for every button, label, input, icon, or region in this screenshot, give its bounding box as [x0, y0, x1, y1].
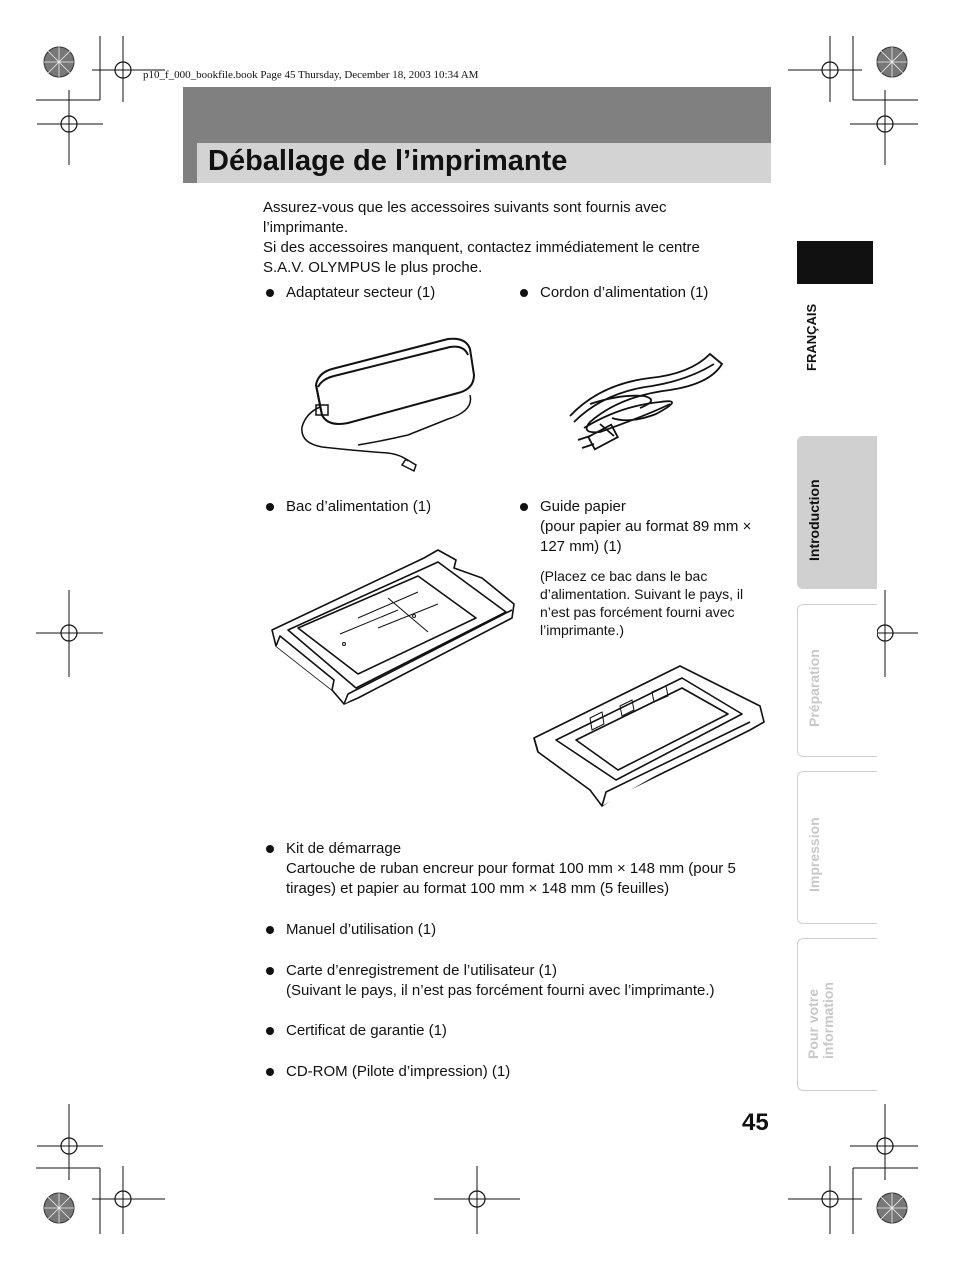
tab-label-line-2: information — [820, 982, 836, 1059]
intro-line-1: Assurez-vous que les accessoires suivants sont fournis avec l’imprimante. — [263, 199, 667, 236]
item-detail: (pour papier au format 89 mm × 127 mm) (1) — [540, 518, 752, 555]
item-detail: Cartouche de ruban encreur pour format 100 mm × 148 mm (pour 5 tirages) et papier au format 100 mm × 148 mm (5 feuilles) — [286, 860, 736, 897]
paper-guide-illustration — [532, 662, 768, 810]
item-label: Carte d’enregistrement de l’utilisateur (1) — [286, 962, 557, 979]
item-label: Manuel d’utilisation (1) — [286, 921, 437, 938]
language-text: FRANÇAIS — [804, 303, 819, 371]
item-label: Certificat de garantie (1) — [286, 1022, 447, 1039]
language-tab-marker — [797, 241, 873, 284]
list-item-tray — [266, 497, 496, 517]
item-label: Adaptateur secteur (1) — [286, 284, 436, 301]
list-item-warranty — [266, 1021, 771, 1041]
paper-tray-illustration — [268, 548, 518, 710]
bullet-icon — [266, 967, 274, 975]
intro-line-2: Si des accessoires manquent, contactez immédiatement le centre S.A.V. OLYMPUS le plus proche. — [263, 239, 700, 276]
tab-label: Impression — [806, 817, 822, 892]
tab-information[interactable] — [797, 938, 877, 1091]
tab-introduction[interactable] — [797, 436, 877, 589]
list-item-cord — [520, 283, 760, 303]
item-label: Cordon d’alimentation (1) — [540, 284, 709, 301]
bullet-icon — [520, 503, 528, 511]
bullet-icon — [520, 289, 528, 297]
bullet-icon — [266, 503, 274, 511]
tab-preparation[interactable] — [797, 604, 877, 757]
bullet-icon — [266, 1068, 274, 1076]
tab-label-line-1: Pour votre — [805, 988, 821, 1059]
list-item-starter-kit — [266, 839, 771, 899]
item-note: (Placez ce bac dans le bac d’alimentation. Suivant le pays, il n’est pas forcément fourni avec l’imprimante.) — [540, 568, 744, 638]
item-label: Guide papier — [540, 498, 626, 515]
bullet-icon — [266, 1027, 274, 1035]
bullet-icon — [266, 926, 274, 934]
page-title: Déballage de l’imprimante — [208, 145, 568, 177]
language-label — [804, 285, 824, 375]
power-cord-illustration — [560, 344, 728, 456]
page-number: 45 — [742, 1109, 769, 1136]
item-label: Bac d’alimentation (1) — [286, 498, 432, 515]
ac-adapter-illustration — [298, 335, 478, 475]
list-item-guide — [520, 497, 770, 639]
bullet-icon — [266, 845, 274, 853]
bullet-icon — [266, 289, 274, 297]
tab-impression[interactable] — [797, 771, 877, 924]
list-item-registration-card — [266, 961, 771, 1001]
tab-label: Introduction — [806, 479, 822, 561]
item-detail: (Suivant le pays, il n’est pas forcément fourni avec l’imprimante.) — [286, 982, 715, 999]
tab-label: Préparation — [806, 649, 822, 727]
list-item-adapter — [266, 283, 496, 303]
intro-text — [263, 198, 743, 278]
file-info-line: p10_f_000_bookfile.book Page 45 Thursday, December 18, 2003 10:34 AM — [143, 69, 479, 81]
list-item-manual — [266, 920, 771, 940]
list-item-cdrom — [266, 1062, 771, 1082]
item-label: CD-ROM (Pilote d’impression) (1) — [286, 1063, 511, 1080]
item-label: Kit de démarrage — [286, 840, 402, 857]
